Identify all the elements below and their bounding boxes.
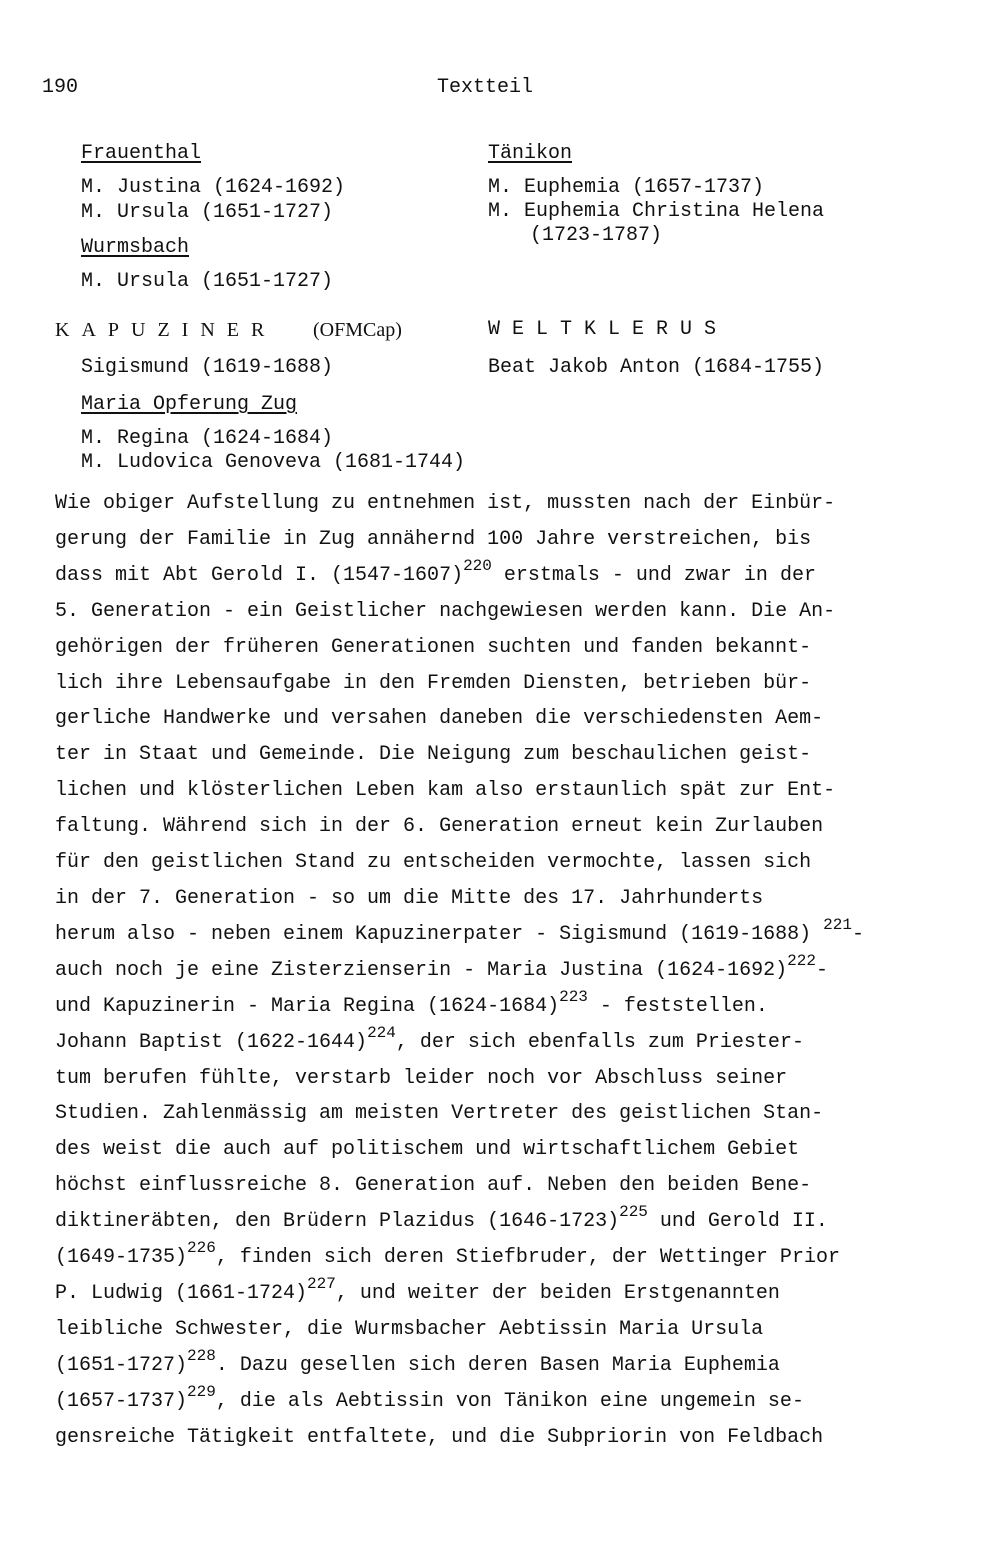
heading-frauenthal: Frauenthal [81,142,202,165]
line-text: gehörigen der früheren Generationen suchten und fanden bekannt- [55,635,812,659]
paragraph-line [55,1168,960,1204]
paragraph-line [55,1420,960,1456]
line-text: in der 7. Generation - so um die Mitte des 17. Jahrhunderts [55,886,764,910]
paragraph-line [55,989,960,1025]
paragraph-line [55,666,960,702]
kapuziner-abbrev: (OFMCap) [313,319,402,341]
heading-wurmsbach: Wurmsbach [81,236,190,259]
paragraph-line [55,486,960,522]
footnote-marker: 229 [187,1383,216,1401]
line-text: (1651-1727) [55,1353,188,1377]
footnote-marker: 226 [187,1239,216,1258]
entry-frauenthal-2: M. Ursula (1651-1727) [81,201,334,224]
entry-wurmsbach-1: M. Ursula (1651-1727) [81,270,334,293]
line-text: 5. Generation - ein Geistlicher nachgewiesen werden kann. Die An- [55,599,836,623]
line-text: - feststellen. [587,994,768,1018]
footnote-marker: 221 [823,916,852,935]
line-text: faltung. Während sich in der 6. Generation erneut kein Zurlauben [55,815,824,839]
footnote-marker: 225 [619,1203,648,1222]
heading-kapuziner: KAPUZINER [55,319,277,341]
running-title: Textteil [437,76,534,99]
paragraph-line [55,1204,960,1240]
line-text: dass mit Abt Gerold I. (1547-1607) [55,563,464,587]
line-text: (1649-1735) [55,1246,188,1270]
paragraph-line [55,1061,960,1097]
line-text: , der sich ebenfalls zum Priester- [395,1030,804,1054]
body-paragraph [55,486,960,1455]
line-text: Wie obiger Aufstellung zu entnehmen ist, mussten nach der Einbür- [55,492,836,515]
line-text: auch noch je eine Zisterzienserin - Maria Justina (1624-1692) [55,958,788,982]
footnote-marker: 220 [463,557,492,576]
entry-kapuziner-1: Sigismund (1619-1688) [81,356,334,379]
footnote-marker: 228 [187,1347,216,1366]
line-text: Studien. Zahlenmässig am meisten Vertreter des geistlichen Stan- [55,1102,824,1126]
paragraph-line [55,594,960,630]
entry-taenikon-3: (1723-1787) [530,224,663,247]
entry-taenikon-2: M. Euphemia Christina Helena [488,200,825,223]
line-text: gerung der Familie in Zug annähernd 100 Jahre verstreichen, bis [55,527,812,551]
line-text: lichen und klösterlichen Leben kam also erstaunlich spät zur Ent- [55,779,836,803]
paragraph-line [55,630,960,666]
line-text: , und weiter der beiden Erstgenannten [335,1281,780,1305]
line-text: herum also - neben einem Kapuzinerpater - Sigismund (1619-1688) [55,922,824,946]
line-text: diktineräbten, den Brüdern Plazidus (1646-1723) [55,1210,620,1234]
line-text: gensreiche Tätigkeit entfaltete, und die Subpriorin von Feldbach [55,1425,824,1449]
paragraph-line [55,917,960,953]
paragraph-line [55,558,960,594]
entry-frauenthal-1: M. Justina (1624-1692) [81,176,346,199]
paragraph-line [55,809,960,845]
footnote-marker: 223 [559,988,588,1007]
line-text: . Dazu gesellen sich deren Basen Maria Euphemia [215,1353,780,1377]
line-text: - [851,922,864,946]
line-text: leibliche Schwester, die Wurmsbacher Aebtissin Maria Ursula [55,1317,764,1341]
line-text: P. Ludwig (1661-1724) [55,1281,308,1305]
paragraph-line [55,773,960,809]
paragraph-line [55,1276,960,1312]
line-text: Johann Baptist (1622-1644) [55,1030,368,1054]
entry-taenikon-1: M. Euphemia (1657-1737) [488,176,765,199]
line-text: lich ihre Lebensaufgabe in den Fremden Diensten, betrieben bür- [55,671,812,695]
line-text: und Gerold II. [647,1210,828,1234]
paragraph-line [55,1384,960,1420]
line-text: erstmals - und zwar in der [491,563,816,587]
paragraph-line [55,1240,960,1276]
line-text: höchst einflussreiche 8. Generation auf. Neben den beiden Bene- [55,1174,812,1198]
heading-taenikon: Tänikon [488,142,573,165]
heading-maria-opferung: Maria Opferung Zug [81,393,298,416]
paragraph-line [55,701,960,737]
line-text: tum berufen fühlte, verstarb leider noch vor Abschluss seiner [55,1066,788,1090]
line-text: , die als Aebtissin von Tänikon eine ungemein se- [215,1389,804,1413]
line-text: ter in Staat und Gemeinde. Die Neigung zum beschaulichen geist- [55,743,812,767]
paragraph-line [55,1025,960,1061]
paragraph-line [55,1132,960,1168]
footnote-marker: 224 [367,1023,396,1042]
paragraph-line [55,845,960,881]
paragraph-line [55,1312,960,1348]
heading-weltklerus: WELTKLERUS [488,318,729,341]
paragraph-line [55,522,960,558]
paragraph-line [55,737,960,773]
paragraph-line [55,953,960,989]
line-text: und Kapuzinerin - Maria Regina (1624-1684) [55,994,560,1018]
entry-maria-opferung-1: M. Regina (1624-1684) [81,427,334,450]
page-number: 190 [42,76,79,99]
entry-maria-opferung-2: M. Ludovica Genoveva (1681-1744) [81,451,466,474]
line-text: des weist die auch auf politischem und wirtschaftlichem Gebiet [55,1138,800,1162]
line-text: , finden sich deren Stiefbruder, der Wettinger Prior [215,1246,840,1270]
line-text: - [815,958,828,982]
line-text: für den geistlichen Stand zu entscheiden vermochte, lassen sich [55,851,812,875]
line-text: gerliche Handwerke und versahen daneben die verschiedensten Aem- [55,707,824,731]
paragraph-line [55,1348,960,1384]
footnote-marker: 227 [307,1275,336,1294]
footnote-marker: 222 [787,952,816,971]
entry-weltklerus-1: Beat Jakob Anton (1684-1755) [488,356,825,379]
paragraph-line [55,1096,960,1132]
line-text: (1657-1737) [55,1389,188,1413]
paragraph-line [55,881,960,917]
